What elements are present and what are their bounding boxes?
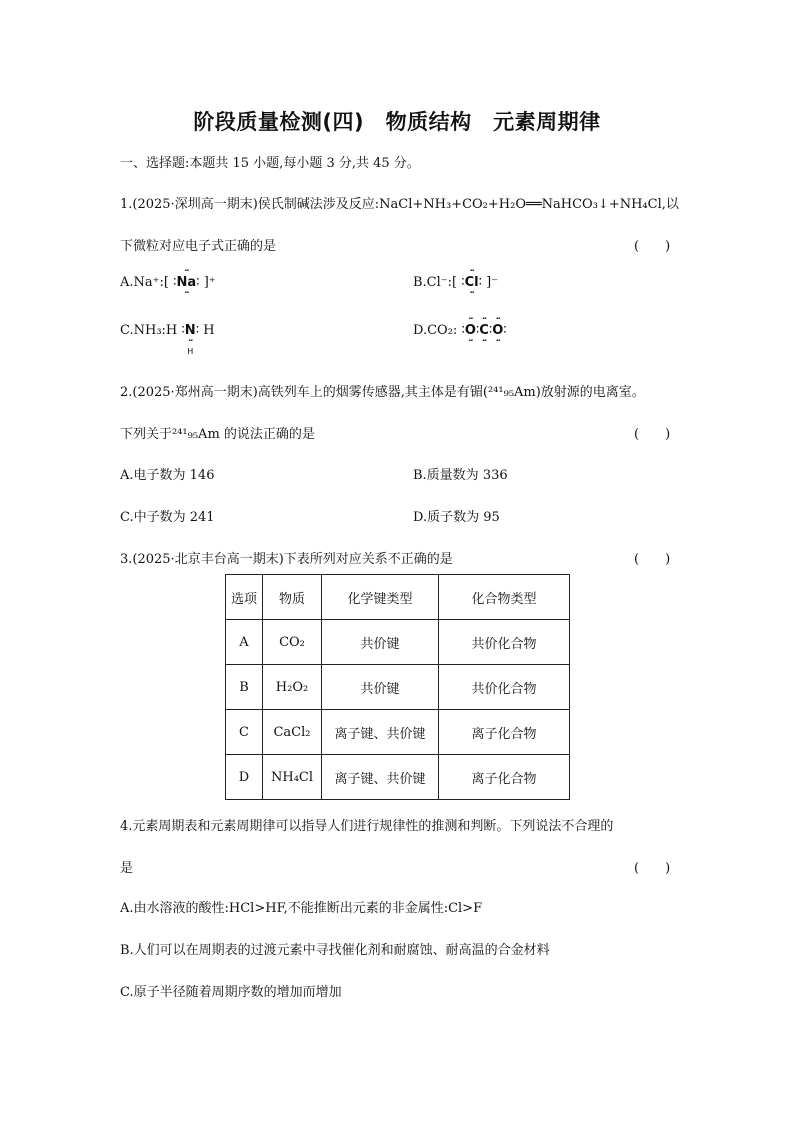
q3-table — [225, 574, 570, 800]
q1-option-b[interactable]: B.Cl⁻:[ ∶ ·· Cl ·· ∶ ]⁻ — [413, 266, 499, 297]
q1-d-prefix: D.CO₂: — [413, 323, 458, 338]
table-header-cell: 化合物类型 — [439, 575, 570, 620]
q4-stem-line1: 4.元素周期表和元素周期律可以指导人们进行规律性的推测和判断。下列说法不合理的 — [120, 819, 614, 834]
q1-b-atom: ·· Cl ·· — [464, 266, 479, 297]
q4-stem-line2: 是 — [120, 861, 134, 876]
section-heading: 一、选择题:本题共 15 小题,每小题 3 分,共 45 分。 — [120, 156, 420, 171]
table-header-cell: 化学键类型 — [322, 575, 439, 620]
table-cell: A — [226, 620, 263, 665]
q4-option-b[interactable]: B.人们可以在周期表的过渡元素中寻找催化剂和耐腐蚀、耐高温的合金材料 — [120, 943, 550, 958]
table-cell: CaCl₂ — [263, 710, 322, 755]
table-header-cell: 物质 — [263, 575, 322, 620]
q1-a-suffix: ]⁺ — [203, 275, 216, 290]
table-cell: 共价键 — [322, 620, 439, 665]
table-cell: CO₂ — [263, 620, 322, 665]
table-cell: NH₄Cl — [263, 755, 322, 800]
q1-b-prefix: B.Cl⁻:[ — [413, 275, 458, 290]
q1-stem-line2: 下微粒对应电子式正确的是 — [120, 239, 277, 254]
table-cell: B — [226, 665, 263, 710]
q3-stem: 3.(2025·北京丰台高一期末)下表所列对应关系不正确的是 — [120, 552, 453, 567]
table-cell: 共价键 — [322, 665, 439, 710]
page-title: 阶段质量检测(四) 物质结构 元素周期律 — [193, 110, 601, 134]
table-header-row — [226, 575, 570, 620]
q1-a-prefix: A.Na⁺:[ — [120, 275, 169, 290]
q2-option-b[interactable]: B.质量数为 336 — [413, 468, 508, 483]
table-cell: 共价化合物 — [439, 620, 570, 665]
table-cell: 共价化合物 — [439, 665, 570, 710]
table-cell: 离子化合物 — [439, 755, 570, 800]
table-row — [226, 710, 570, 755]
table-row — [226, 620, 570, 665]
q1-answer-paren: ( ) — [634, 239, 671, 254]
q2-option-d[interactable]: D.质子数为 95 — [413, 510, 500, 525]
q1-d-c: ·· C ·· — [479, 314, 489, 345]
q3-answer-paren: ( ) — [634, 552, 671, 567]
q4-answer-paren: ( ) — [634, 861, 671, 876]
table-row — [226, 755, 570, 800]
q1-c-suffix: H — [203, 323, 215, 338]
table-cell: 离子化合物 — [439, 710, 570, 755]
q1-d-o2: ·· O ·· — [492, 314, 504, 345]
table-cell: 离子键、共价键 — [322, 755, 439, 800]
table-cell: H₂O₂ — [263, 665, 322, 710]
q2-option-c[interactable]: C.中子数为 241 — [120, 510, 215, 525]
table-cell: 离子键、共价键 — [322, 710, 439, 755]
q1-c-prefix: C.NH₃:H — [120, 323, 178, 338]
table-row — [226, 665, 570, 710]
q1-d-o1: ·· O ·· — [464, 314, 476, 345]
table-cell: C — [226, 710, 263, 755]
q1-option-c[interactable]: C.NH₃:H ∶N ·· H ∶ H — [120, 323, 215, 356]
q4-option-a[interactable]: A.由水溶液的酸性:HCl>HF,不能推断出元素的非金属性:Cl>F — [120, 901, 483, 916]
q2-answer-paren: ( ) — [634, 427, 671, 442]
q2-option-a[interactable]: A.电子数为 146 — [120, 468, 215, 483]
table-header-cell: 选项 — [226, 575, 263, 620]
q1-b-suffix: ]⁻ — [486, 275, 499, 290]
q1-option-a[interactable]: A.Na⁺:[ ∶ ·· Na ·· ∶ ]⁺ — [120, 266, 216, 297]
q1-a-atom: ·· Na ·· — [176, 266, 197, 297]
q2-stem-line2: 下列关于²⁴¹₉₅Am 的说法正确的是 — [120, 427, 315, 442]
q1-option-d[interactable]: D.CO₂: ∶ ·· O ·· ∶ ·· C ·· ∶ ·· O ·· ∶ — [413, 314, 507, 345]
q1-c-atom: N ·· H — [184, 323, 196, 356]
q1-stem-line1: 1.(2025·深圳高一期末)侯氏制碱法涉及反应:NaCl+NH₃+CO₂+H₂O══NaHCO₃↓+NH₄Cl,以 — [120, 197, 679, 212]
q4-option-c[interactable]: C.原子半径随着周期序数的增加而增加 — [120, 985, 342, 1000]
table-cell: D — [226, 755, 263, 800]
q2-stem-line1: 2.(2025·郑州高一期末)高铁列车上的烟雾传感器,其主体是有镅(²⁴¹₉₅Am)放射源的电离室。 — [120, 385, 645, 400]
